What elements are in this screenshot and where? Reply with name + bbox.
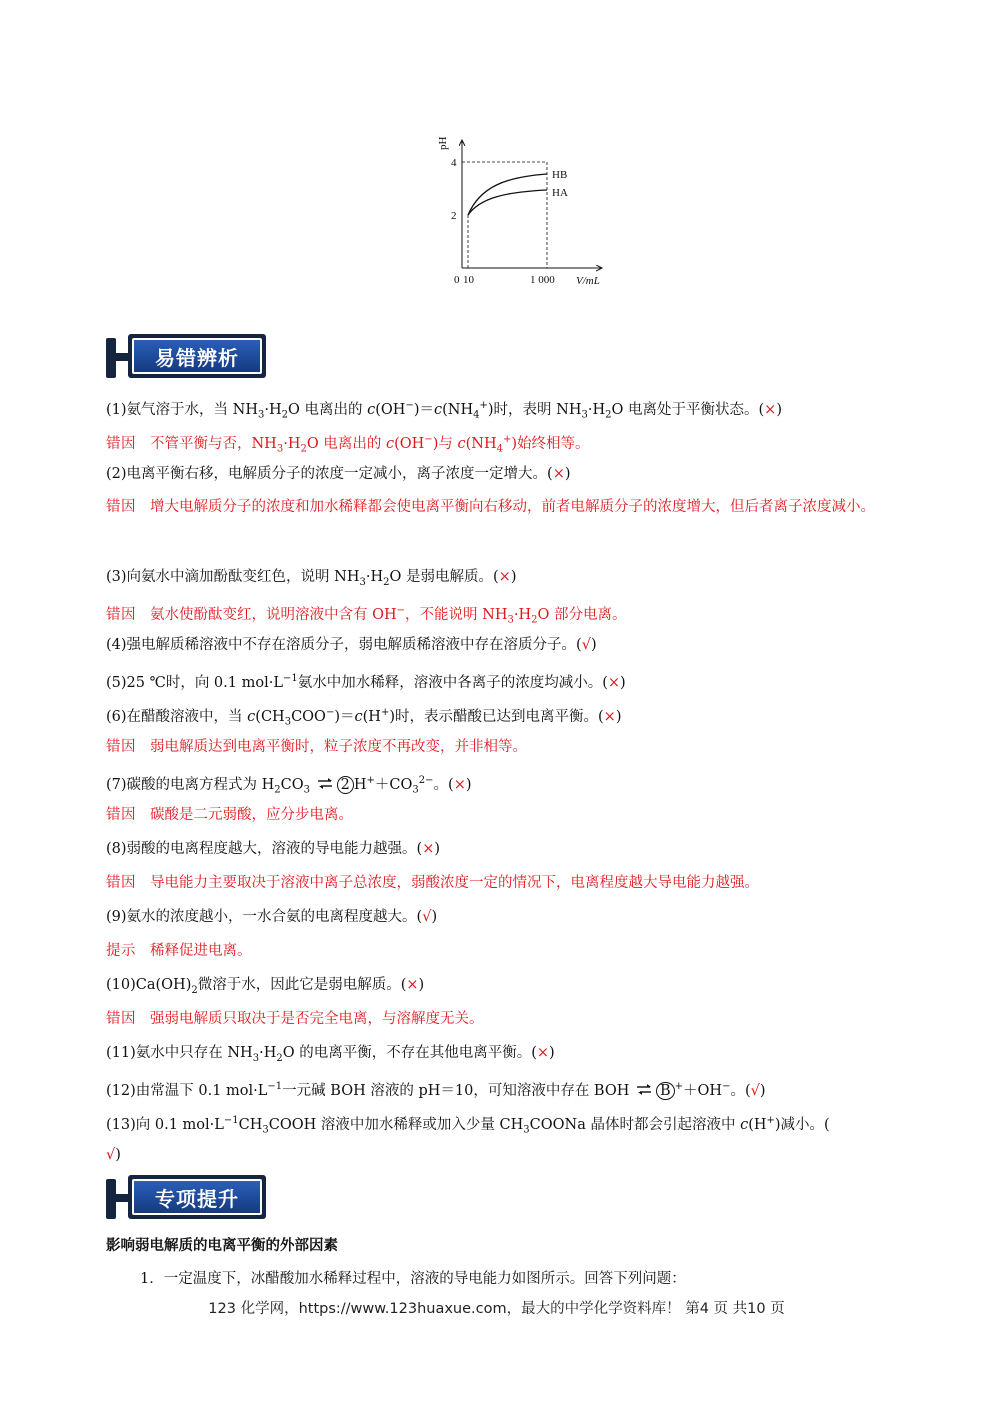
banner-connector [116, 353, 128, 361]
section-title-errors: 易错辨析 [132, 338, 262, 374]
item-13-cont: √) [106, 1147, 121, 1163]
reason-3: 错因 氨水使酚酞变红，说明溶液中含有 OH−，不能说明 $NH_3\cdot H_2O$ 部分电离。 [106, 605, 627, 626]
item-8: (8)弱酸的电离程度越大，溶液的导电能力越强。(×) [106, 841, 441, 857]
item-7: (7)碳酸的电离方程式为 $H_2CO_3$ 2 $H^++CO_3^{2-}$。(×) [106, 775, 472, 796]
item-4: (4)强电解质稀溶液中不存在溶质分子，弱电解质稀溶液中存在溶质分子。(√) [106, 637, 597, 653]
reason-1: 错因 不管平衡与否，$NH_3\cdot H_2O$ 电离出的 c(OH−)与 $c(NH_4^+)$始终相等。 [106, 434, 590, 455]
y-tick-2: 2 [451, 210, 457, 222]
ph-dilution-chart [420, 132, 620, 297]
circled-ion: B [656, 1082, 675, 1100]
item-13: (13)向 0.1 $mol\cdot L^{-1}CH_3COOH$ 溶液中加水稀释或加入少量 $CH_3COONa$ 晶体时都会引起溶液中 c(H+)减小。( [106, 1115, 830, 1136]
practice-question-1: 1．一定温度下，冰醋酸加水稀释过程中，溶液的导电能力如图所示。回答下列问题： [140, 1271, 686, 1287]
chart-svg [420, 132, 620, 297]
reason-10: 错因 强弱电解质只取决于是否完全电离，与溶解度无关。 [106, 1011, 484, 1027]
page-footer: 123 化学网，https://www.123huaxue.com，最大的中学化学资料库！ 第4 页 共10 页 [208, 1301, 785, 1317]
x-axis-label: V/mL [576, 275, 600, 287]
circled-coefficient: 2 [337, 776, 354, 794]
x-tick-10: 10 [463, 274, 474, 286]
y-tick-4: 4 [451, 157, 457, 169]
practice-heading: 影响弱电解质的电离平衡的外部因素 [106, 1238, 338, 1254]
item-3: (3)向氨水中滴加酚酞变红色，说明 $NH_3\cdot H_2O$ 是弱电解质。(×) [106, 569, 517, 588]
item-2: (2)电离平衡右移，电解质分子的浓度一定减小，离子浓度一定增大。(×) [106, 466, 571, 482]
section-title-practice: 专项提升 [132, 1179, 262, 1215]
item-9: (9)氨水的浓度越小，一水合氨的电离程度越大。(√) [106, 909, 438, 925]
section-banner-errors [106, 334, 266, 382]
section-banner-practice [106, 1175, 266, 1223]
x-tick-1000: 1 000 [530, 274, 555, 286]
series-hb-label: HB [552, 169, 568, 181]
banner-plate [128, 1175, 266, 1219]
answer-mark: × [764, 401, 777, 418]
item-10: $(10)Ca(OH)_2$微溶于水，因此它是弱电解质。(×) [106, 977, 425, 996]
reason-7: 错因 碳酸是二元弱酸，应分步电离。 [106, 807, 353, 823]
reason-8: 错因 导电能力主要取决于溶液中离子总浓度，弱酸浓度一定的情况下，电离程度越大导电能力越强。 [106, 875, 759, 891]
x-tick-0: 0 [454, 274, 460, 286]
series-ha-label: HA [552, 187, 568, 199]
equilibrium-arrow-icon [636, 1083, 654, 1097]
item-6: (6)在醋酸溶液中，当 $c(CH_3COO^-)=c(H^+)$时，表示醋酸已达到电离平衡。(×) [106, 707, 622, 728]
series-ha-line [468, 190, 547, 215]
reason-6: 错因 弱电解质达到电离平衡时，粒子浓度不再改变，并非相等。 [106, 739, 527, 755]
item-1: (1)氨气溶于水，当 $NH_3\cdot H_2O$ 电离出的 $c(OH^-)=c(NH_4^+)$时，表明 $NH_3\cdot H_2O$ 电离处于平衡状态。(×) [106, 400, 782, 421]
y-axis-label: pH [437, 136, 449, 150]
banner-post [106, 338, 116, 378]
item-12: (12)由常温下 0.1 $mol\cdot L^{-1}$一元碱 BOH 溶液的 pH＝10，可知溶液中存在 BOH B +＋OH−。(√) [106, 1081, 766, 1099]
equilibrium-arrow-icon [317, 777, 335, 791]
item-11: (11)氨水中只存在 $NH_3\cdot H_2O$ 的电离平衡，不存在其他电离平衡。(×) [106, 1045, 555, 1064]
reason-2: 错因 增大电解质分子的浓度和加水稀释都会使电离平衡向右移动，前者电解质分子的浓度增大，但后者离子浓度减小。 [106, 499, 875, 515]
banner-plate [128, 334, 266, 378]
reason-9: 提示 稀释促进电离。 [106, 943, 252, 959]
banner-post [106, 1179, 116, 1219]
banner-connector [116, 1194, 128, 1202]
item-5: (5)25 ℃时，向 0.1 $mol\cdot L^{-1}$氨水中加水稀释，溶液中各离子的浓度均减小。(×) [106, 673, 626, 691]
